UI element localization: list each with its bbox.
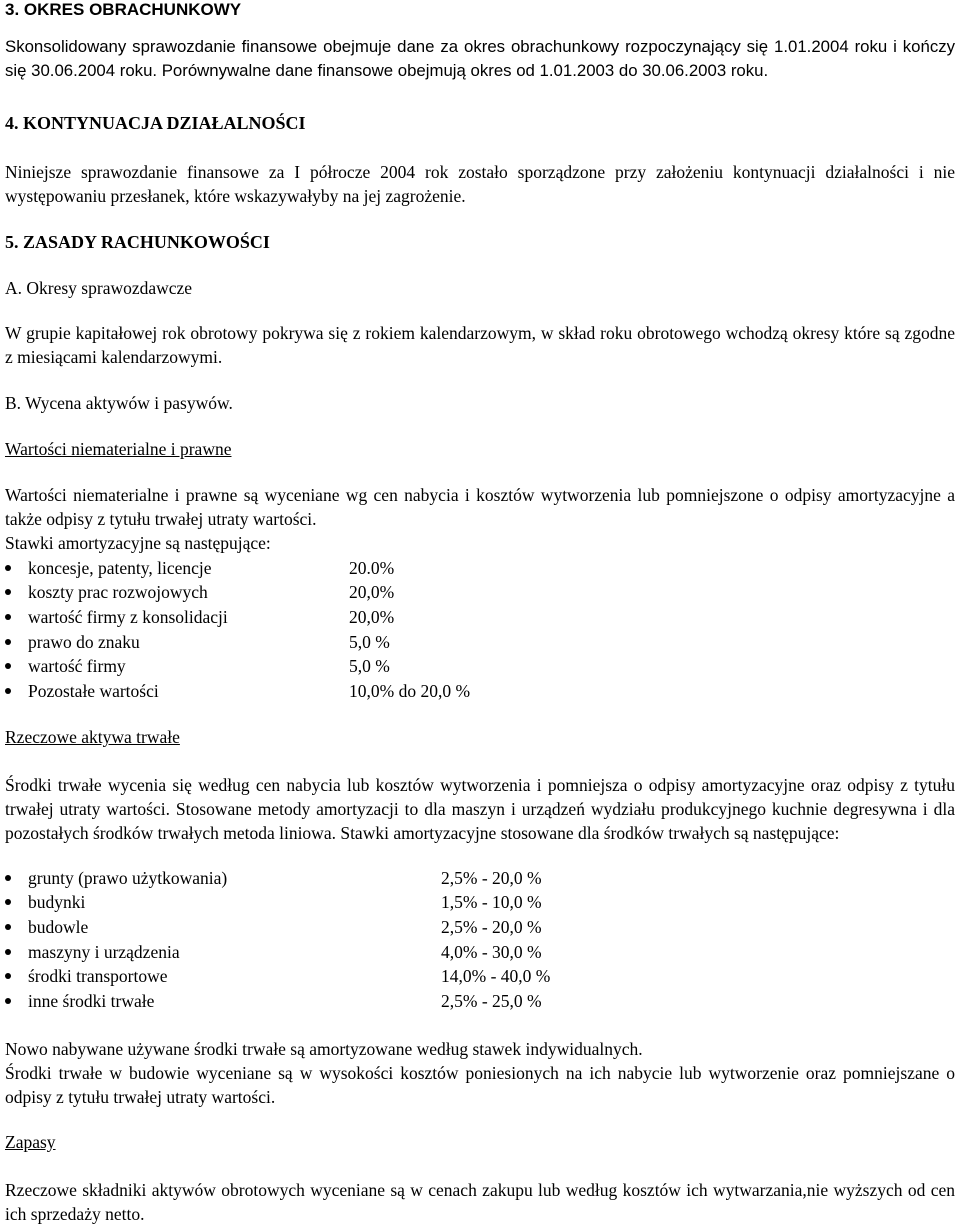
- list-item: [5, 679, 955, 703]
- list-item-value: 2,5% - 25,0 %: [441, 991, 542, 1011]
- list-item-label: inne środki trwałe: [28, 991, 155, 1011]
- list-item-value: 5,0 %: [349, 656, 390, 676]
- list-item-value: 20.0%: [349, 558, 395, 578]
- list-item-value: 10,0% do 20,0 %: [349, 681, 471, 701]
- list-item: [5, 580, 955, 604]
- list-item: [5, 915, 955, 939]
- fixed-assets-title: Rzeczowe aktywa trwałe: [5, 727, 180, 747]
- list-item: [5, 630, 955, 654]
- inventory-text: Rzeczowe składniki aktywów obrotowych wyceniane są w cenach zakupu lub według kosztów ich wytwarzania,nie wyższych od cen ich sprzedaży netto.: [5, 1180, 955, 1224]
- bullet-icon: [5, 589, 11, 595]
- list-item-value: 4,0% - 30,0 %: [441, 942, 542, 962]
- bullet-icon: [5, 614, 11, 620]
- section-4-text: Niniejsze sprawozdanie finansowe za I półrocze 2004 rok zostało sporządzone przy założeniu kontynuacji działalności i nie występowaniu przesłanek, które wskazywałyby na jej zagrożenie.: [5, 162, 955, 206]
- bullet-icon: [5, 565, 11, 571]
- list-item-label: koszty prac rozwojowych: [28, 582, 208, 602]
- section-3-heading: 3. OKRES OBRACHUNKOWY: [5, 0, 242, 19]
- list-item-label: wartość firmy z konsolidacji: [28, 607, 228, 627]
- list-item: [5, 654, 955, 678]
- subsection-a-text: W grupie kapitałowej rok obrotowy pokrywa się z rokiem kalendarzowym, w skład roku obrotowego wchodzą okresy które są zgodne z miesiącami kalendarzowymi.: [5, 323, 955, 367]
- inventory-title: Zapasy: [5, 1132, 56, 1152]
- list-item: [5, 556, 955, 580]
- list-item-label: budynki: [28, 892, 86, 912]
- list-item-value: 14,0% - 40,0 %: [441, 966, 551, 986]
- subsection-a-title: A. Okresy sprawozdawcze: [5, 278, 193, 298]
- bullet-icon: [5, 639, 11, 645]
- bullet-icon: [5, 875, 11, 881]
- list-item-value: 20,0%: [349, 582, 395, 602]
- list-item-label: wartość firmy: [28, 656, 126, 676]
- bullet-icon: [5, 663, 11, 669]
- list-item-value: 2,5% - 20,0 %: [441, 917, 542, 937]
- list-item-value: 5,0 %: [349, 632, 390, 652]
- list-item-label: maszyny i urządzenia: [28, 942, 180, 962]
- list-item: [5, 605, 955, 629]
- bullet-icon: [5, 899, 11, 905]
- subsection-b-title: B. Wycena aktywów i pasywów.: [5, 393, 233, 413]
- list-item-value: 20,0%: [349, 607, 395, 627]
- intangibles-text: Wartości niematerialne i prawne są wyceniane wg cen nabycia i kosztów wytworzenia lub pomniejszone o odpisy amortyzacyjne a także odpisy z tytułu trwałej utraty wartości.: [5, 485, 955, 529]
- list-item: [5, 964, 955, 988]
- fixed-assets-note-2: Środki trwałe w budowie wyceniane są w wysokości kosztów poniesionych na ich nabycie lub wytworzenie oraz pomniejszane o odpisy z tytułu trwałej utraty wartości.: [5, 1063, 955, 1107]
- section-5-heading: 5. ZASADY RACHUNKOWOŚCI: [5, 232, 270, 252]
- list-item-value: 2,5% - 20,0 %: [441, 868, 542, 888]
- intangibles-rates-intro: Stawki amortyzacyjne są następujące:: [5, 533, 271, 553]
- list-item: [5, 989, 955, 1013]
- list-item-label: koncesje, patenty, licencje: [28, 558, 212, 578]
- section-3-text: Skonsolidowany sprawozdanie finansowe obejmuje dane za okres obrachunkowy rozpoczynający się 1.01.2004 roku i kończy się 30.06.2004 roku. Porównywalne dane finansowe obejmują okres od 1.01.2003 do 30.06.2003 roku.: [5, 37, 955, 80]
- list-item: [5, 866, 955, 890]
- list-item-value: 1,5% - 10,0 %: [441, 892, 542, 912]
- list-item: [5, 890, 955, 914]
- list-item-label: budowle: [28, 917, 89, 937]
- fixed-assets-note-1: Nowo nabywane używane środki trwałe są amortyzowane według stawek indywidualnych.: [5, 1039, 643, 1059]
- list-item-label: grunty (prawo użytkowania): [28, 868, 228, 888]
- bullet-icon: [5, 998, 11, 1004]
- list-item: [5, 940, 955, 964]
- list-item-label: środki transportowe: [28, 966, 168, 986]
- bullet-icon: [5, 949, 11, 955]
- fixed-assets-text: Środki trwałe wycenia się według cen nabycia lub kosztów wytworzenia i pomniejsza o odpisy amortyzacyjne oraz odpisy z tytułu trwałej utraty wartości. Stosowane metody amortyzacji to dla maszyn i urządzeń wydziału produkcyjnego kuchnie degresywna i dla pozostałych środków trwałych metoda liniowa. Stawki amortyzacyjne stosowane dla środków trwałych są następujące:: [5, 775, 955, 843]
- list-item-label: prawo do znaku: [28, 632, 140, 652]
- intangibles-title: Wartości niematerialne i prawne: [5, 439, 232, 459]
- bullet-icon: [5, 924, 11, 930]
- section-4-heading: 4. KONTYNUACJA DZIAŁALNOŚCI: [5, 113, 306, 133]
- bullet-icon: [5, 973, 11, 979]
- list-item-label: Pozostałe wartości: [28, 681, 159, 701]
- bullet-icon: [5, 688, 11, 694]
